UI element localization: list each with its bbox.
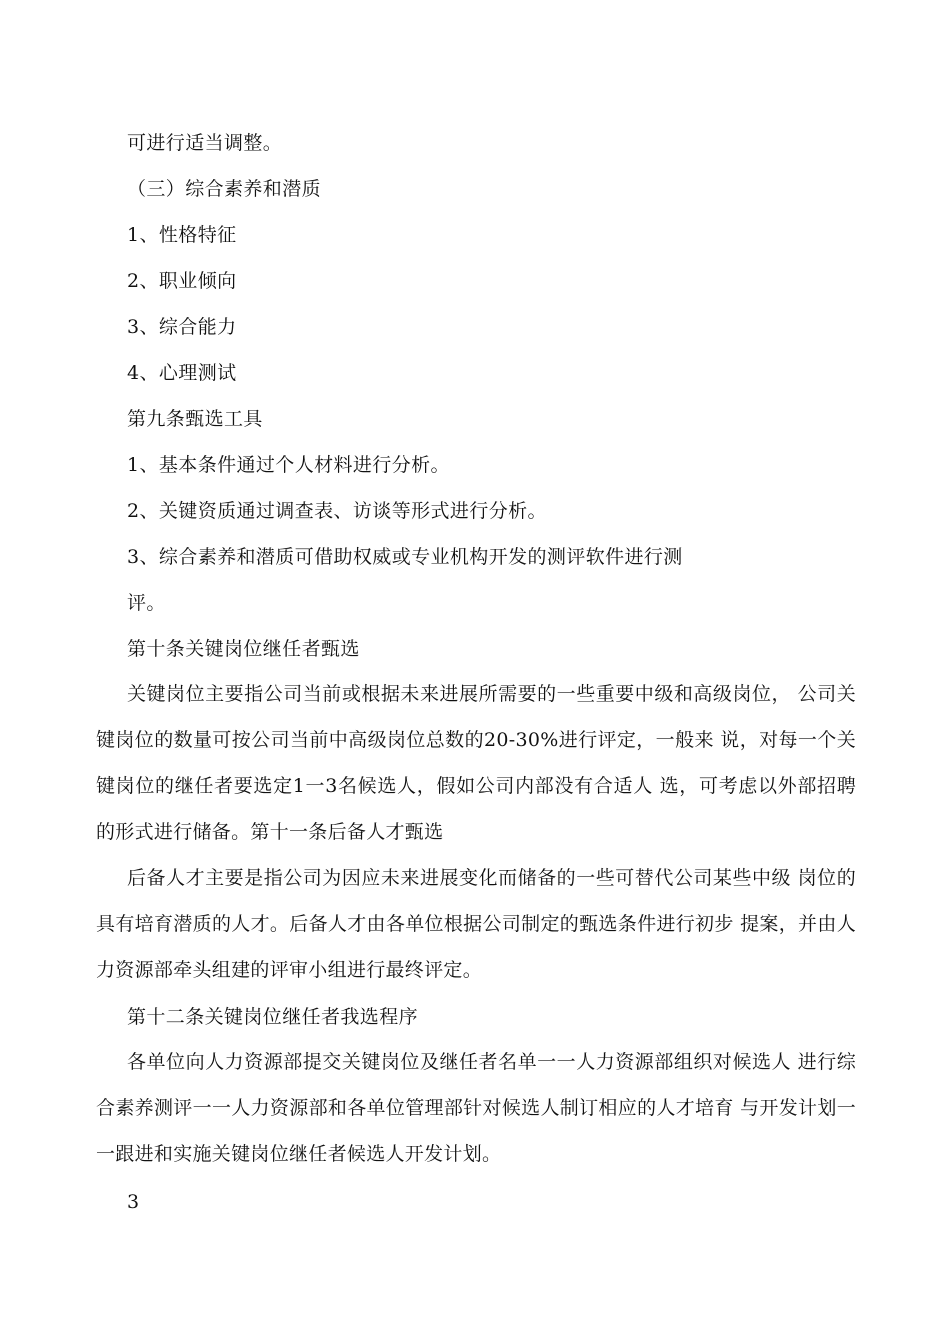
list-item-personality: 1、性格特征	[127, 224, 237, 246]
paragraph-reserve-talent: 后备人才主要是指公司为因应未来进展变化而储备的一些可替代公司某些中级 岗位的具有培育潜质的人才。后备人才由各单位根据公司制定的甄选条件进行初步 提案，并由人力资源部牵头组建的评审小组进行最终评定。	[96, 867, 856, 981]
tool-item-assessment-cont: 评。	[127, 592, 166, 614]
article-12-heading: 第十二条关键岗位继任者我选程序	[127, 1006, 419, 1028]
list-item-psych-test: 4、心理测试	[127, 362, 237, 384]
page-number: 3	[127, 1191, 140, 1213]
article-9-heading: 第九条甄选工具	[127, 408, 263, 430]
tool-item-assessment: 3、综合素养和潜质可借助权威或专业机构开发的测评软件进行测	[127, 546, 683, 568]
section-heading-qualities: （三）综合素养和潜质	[127, 178, 322, 200]
text-line-adjustment: 可进行适当调整。	[127, 132, 283, 154]
tool-item-basic: 1、基本条件通过个人材料进行分析。	[127, 454, 450, 476]
list-item-career-orientation: 2、职业倾向	[127, 270, 237, 292]
tool-item-key-qualification: 2、关键资质通过调查表、访谈等形式进行分析。	[127, 500, 547, 522]
paragraph-procedure: 各单位向人力资源部提交关键岗位及继任者名单一一人力资源部组织对候选人 进行综合素养测评一一人力资源部和各单位管理部针对候选人制订相应的人才培育 与开发计划一一跟进和实施关键岗位继任者候选人开发计划。	[96, 1051, 856, 1165]
article-10-heading: 第十条关键岗位继任者甄选	[127, 638, 360, 660]
paragraph-key-positions: 关键岗位主要指公司当前或根据未来进展所需要的一些重要中级和高级岗位， 公司关键岗位的数量可按公司当前中高级岗位总数的20-30%进行评定，一般来 说，对每一个关键岗位的继任者要选定1一3名候选人，假如公司内部没有合适人 选，可考虑以外部招聘的形式进行储备。第十一条后备人才甄选	[96, 683, 856, 843]
list-item-ability: 3、综合能力	[127, 316, 237, 338]
